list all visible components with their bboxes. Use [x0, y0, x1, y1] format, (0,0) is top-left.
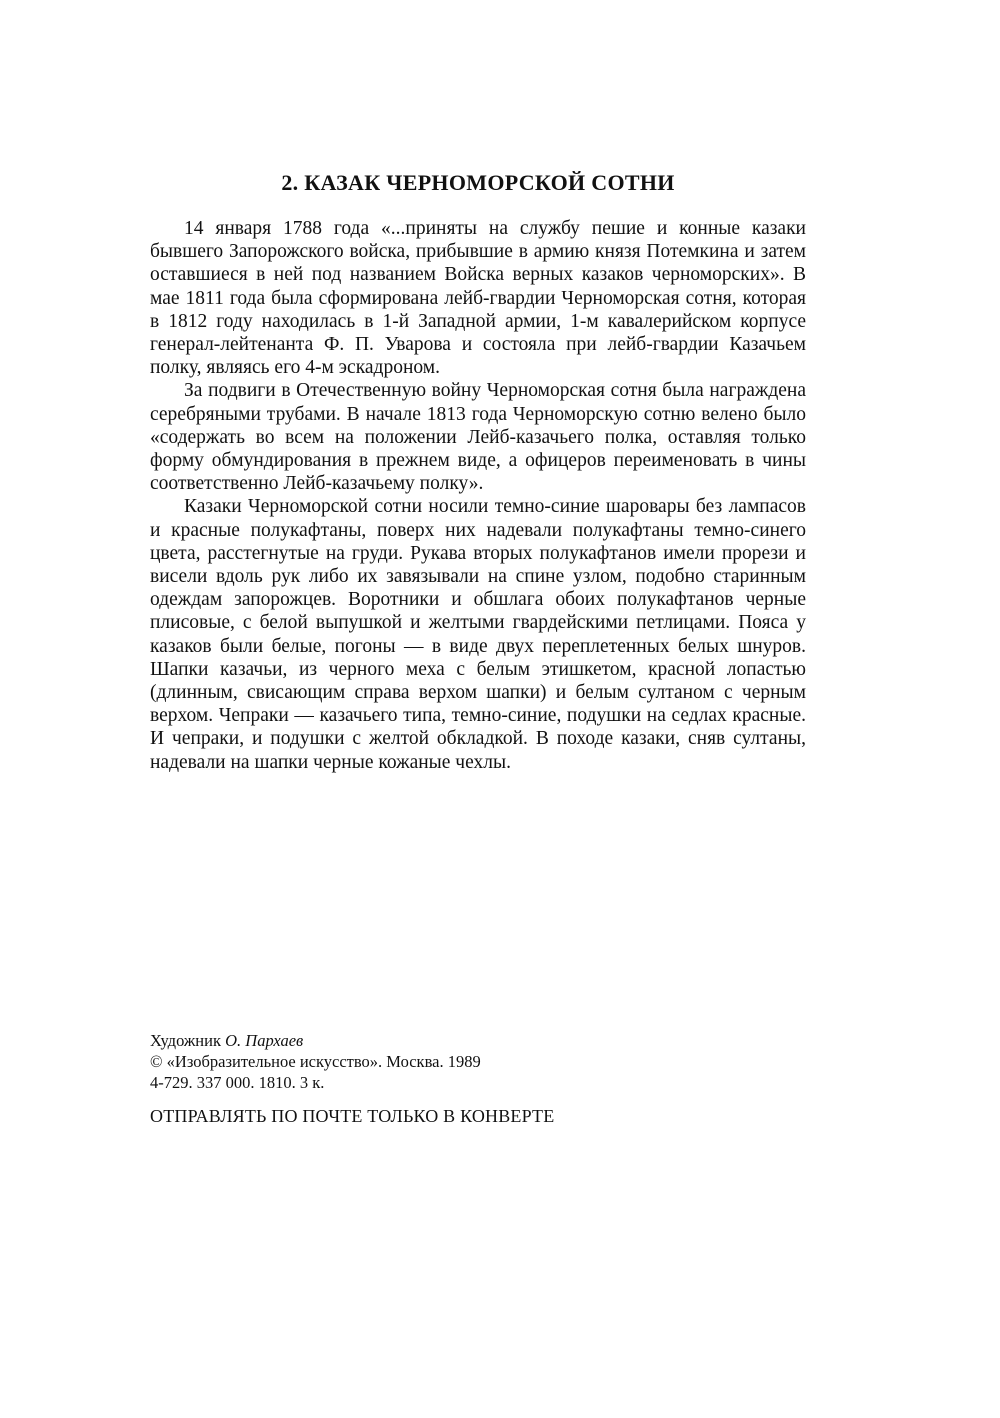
artist-credit: [150, 1030, 806, 1051]
publication-code: 4-729. 337 000. 1810. 3 к.: [150, 1073, 325, 1092]
paragraph-3: Казаки Черноморской сотни носили темно-синие шаровары без лампасов и красные полукафтаны, поверх них надевали полукафтаны темно-синего цвета, расстегнутые на груди. Рукава вторых полукафтанов имели прорези и висели вдоль рук либо их завязывали на спине узлом, подобно старинным одеждам запорожцев. Воротники и обшлага обоих полукафтанов черные плисовые, с белой выпушкой и желтыми гвардейскими петлицами. Пояса у казаков были белые, погоны — в виде двух переплетенных белых шнуров. Шапки казачьи, из черного меха с белым этишкетом, красной лопастью (длинным, свисающим справа верхом шапки) и белым султаном с черным верхом. Чепраки — казачьего типа, темно-синие, подушки на седлах красные. И чепраки, и подушки с желтой обкладкой. В походе казаки, сняв султаны, надевали на шапки черные кожаные чехлы.: [150, 496, 806, 773]
paragraph-2: За подвиги в Отечественную войну Черноморская сотня была награждена серебряными трубами. В начале 1813 года Черноморскую сотню велено было «содержать во всем на положении Лейб-казачьего полка, оставляя только форму обмундирования в прежнем виде, а офицеров переименовать в чины соответственно Лейб-казачьему полку».: [150, 380, 806, 495]
artist-label: Художник: [150, 1031, 221, 1050]
article-body: [150, 217, 806, 774]
page-title: 2. КАЗАК ЧЕРНОМОРСКОЙ СОТНИ: [281, 170, 675, 195]
paragraph-1: 14 января 1788 года «...приняты на службу пешие и конные казаки бывшего Запорожского войска, прибывшие в армию князя Потемкина и затем оставшиеся в ней под названием Войска верных казаков черноморских». В мае 1811 года была сформирована лейб-гвардии Черноморская сотня, которая в 1812 году находилась в 1-й Западной армии, 1-м кавалерийском корпусе генерал-лейтенанта Ф. П. Уварова и состояла при лейб-гвардии Казачьем полку, являясь его 4-м эскадроном.: [150, 218, 806, 379]
artist-name: О. Пархаев: [225, 1031, 304, 1050]
colophon: [150, 1030, 806, 1093]
mail-notice: ОТПРАВЛЯТЬ ПО ПОЧТЕ ТОЛЬКО В КОНВЕРТЕ: [150, 1106, 555, 1126]
copyright-line: © «Изобразительное искусство». Москва. 1989: [150, 1052, 481, 1071]
